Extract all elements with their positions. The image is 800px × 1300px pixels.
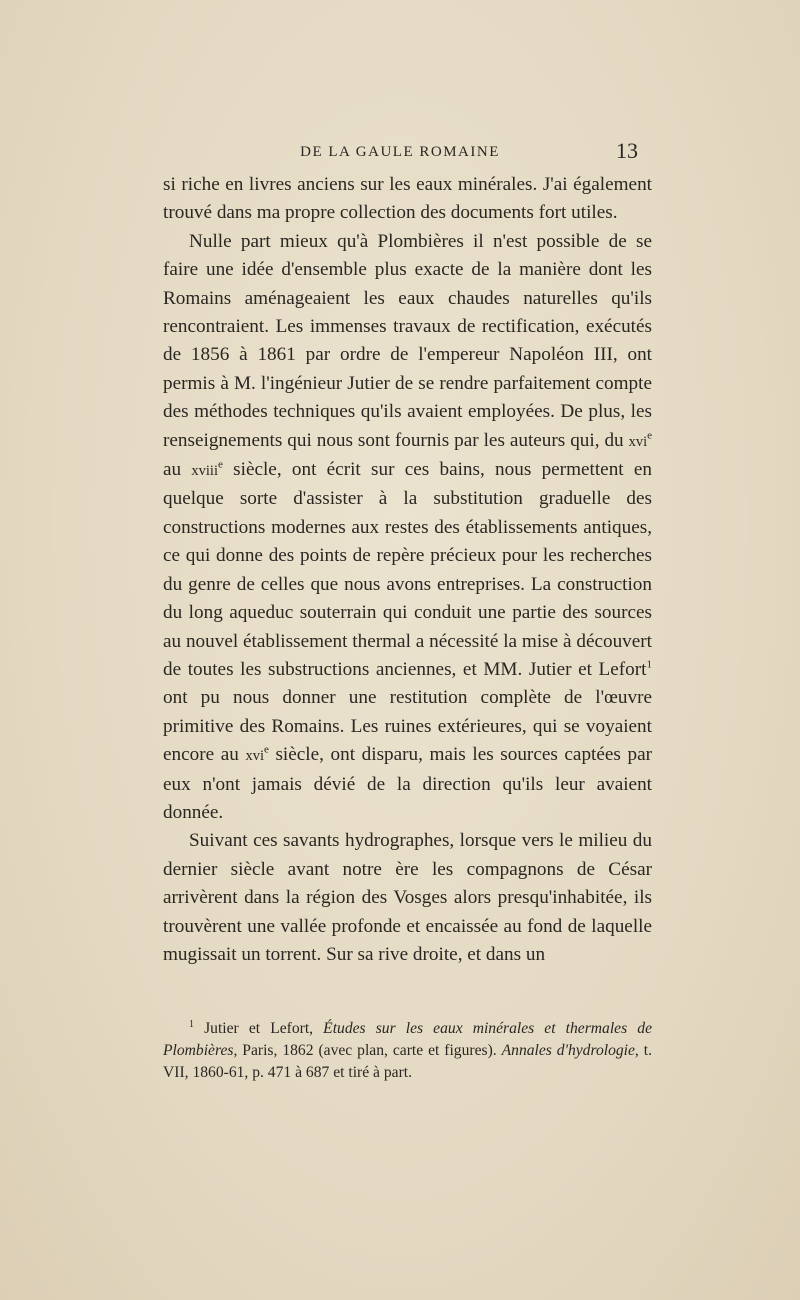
paragraph-2-part-b: siècle, ont écrit sur ces bains, nous permettent en quelque sorte d'assister à la substitution graduelle des constructions modernes aux restes des établissements antiques, ce qui donne des points de repère précieux pour les recherches du genre de celles que nous avons entreprises. La construction du long aqueduc souterrain qui conduit une partie des sources au nouvel établissement thermal a nécessité la mise à découvert de toutes les substructions anciennes, et MM. Jutier et Lefort [163, 459, 652, 680]
century-suffix: e [263, 743, 269, 756]
footnote-journal: Annales d'hydrologie [501, 1042, 635, 1059]
paragraph-2-part-a: Nulle part mieux qu'à Plombières il n'est possible de se faire une idée d'ensemble plus exacte de la manière dont les Romains aménageaient les eaux chaudes naturelles qu'ils rencontraient. Les immenses travaux de rectification, exécutés de 1856 à 1861 par ordre de l'empereur Napoléon III, ont permis à M. l'ingénieur Jutier de se rendre parfaitement compte des méthodes techniques qu'ils avaient employées. De plus, les renseignements qui nous sont fournis par les auteurs qui, du [163, 230, 652, 451]
century-suffix: e [647, 429, 653, 442]
paragraph-1: si riche en livres anciens sur les eaux minérales. J'ai également trouvé dans ma propre collection des documents fort utiles. [163, 174, 652, 224]
paragraph-3: Suivant ces savants hydrographes, lorsque vers le milieu du dernier siècle avant notre ère les compagnons de César arrivèrent dans la région des Vosges alors presqu'inhabitée, ils trouvèrent une vallée profonde et encaissée au fond de laquelle mugissait un torrent. Sur sa rive droite, et dans un [163, 830, 652, 965]
footnote-title: Études sur les eaux minérales et thermales de Plombières [163, 1020, 652, 1059]
century-xvi: xvi [245, 748, 264, 765]
page-number: 13 [616, 138, 638, 163]
footnote [163, 1018, 652, 1084]
running-head: DE LA GAULE ROMAINE [300, 144, 500, 160]
footnote-details: , Paris, 1862 (avec plan, carte et figures). [233, 1042, 502, 1059]
footnote-number: 1 [189, 1018, 194, 1030]
century-suffix: e [217, 458, 223, 471]
century-xvi: xvi [628, 433, 648, 450]
footnote-marker: 1 [646, 658, 652, 671]
paragraph-2-part-d: siècle, ont disparu, mais les sources captées par eux n'ont jamais dévié de la direction qu'ils leur avaient donnée. [163, 744, 652, 823]
paragraph-2-part-c: ont pu nous donner une restitution complète de l'œuvre primitive des Romains. Les ruines extérieures, qui se voyaient encore au [163, 687, 652, 766]
connector-au: au [163, 459, 192, 481]
footnote-authors: Jutier et Lefort, [194, 1020, 324, 1037]
body-text [163, 171, 652, 969]
paragraph-2 [163, 228, 652, 828]
footnote-rest: , t. VII, 1860-61, p. 471 à 687 et tiré à part. [163, 1042, 652, 1081]
century-xviii: xviii [191, 463, 218, 480]
